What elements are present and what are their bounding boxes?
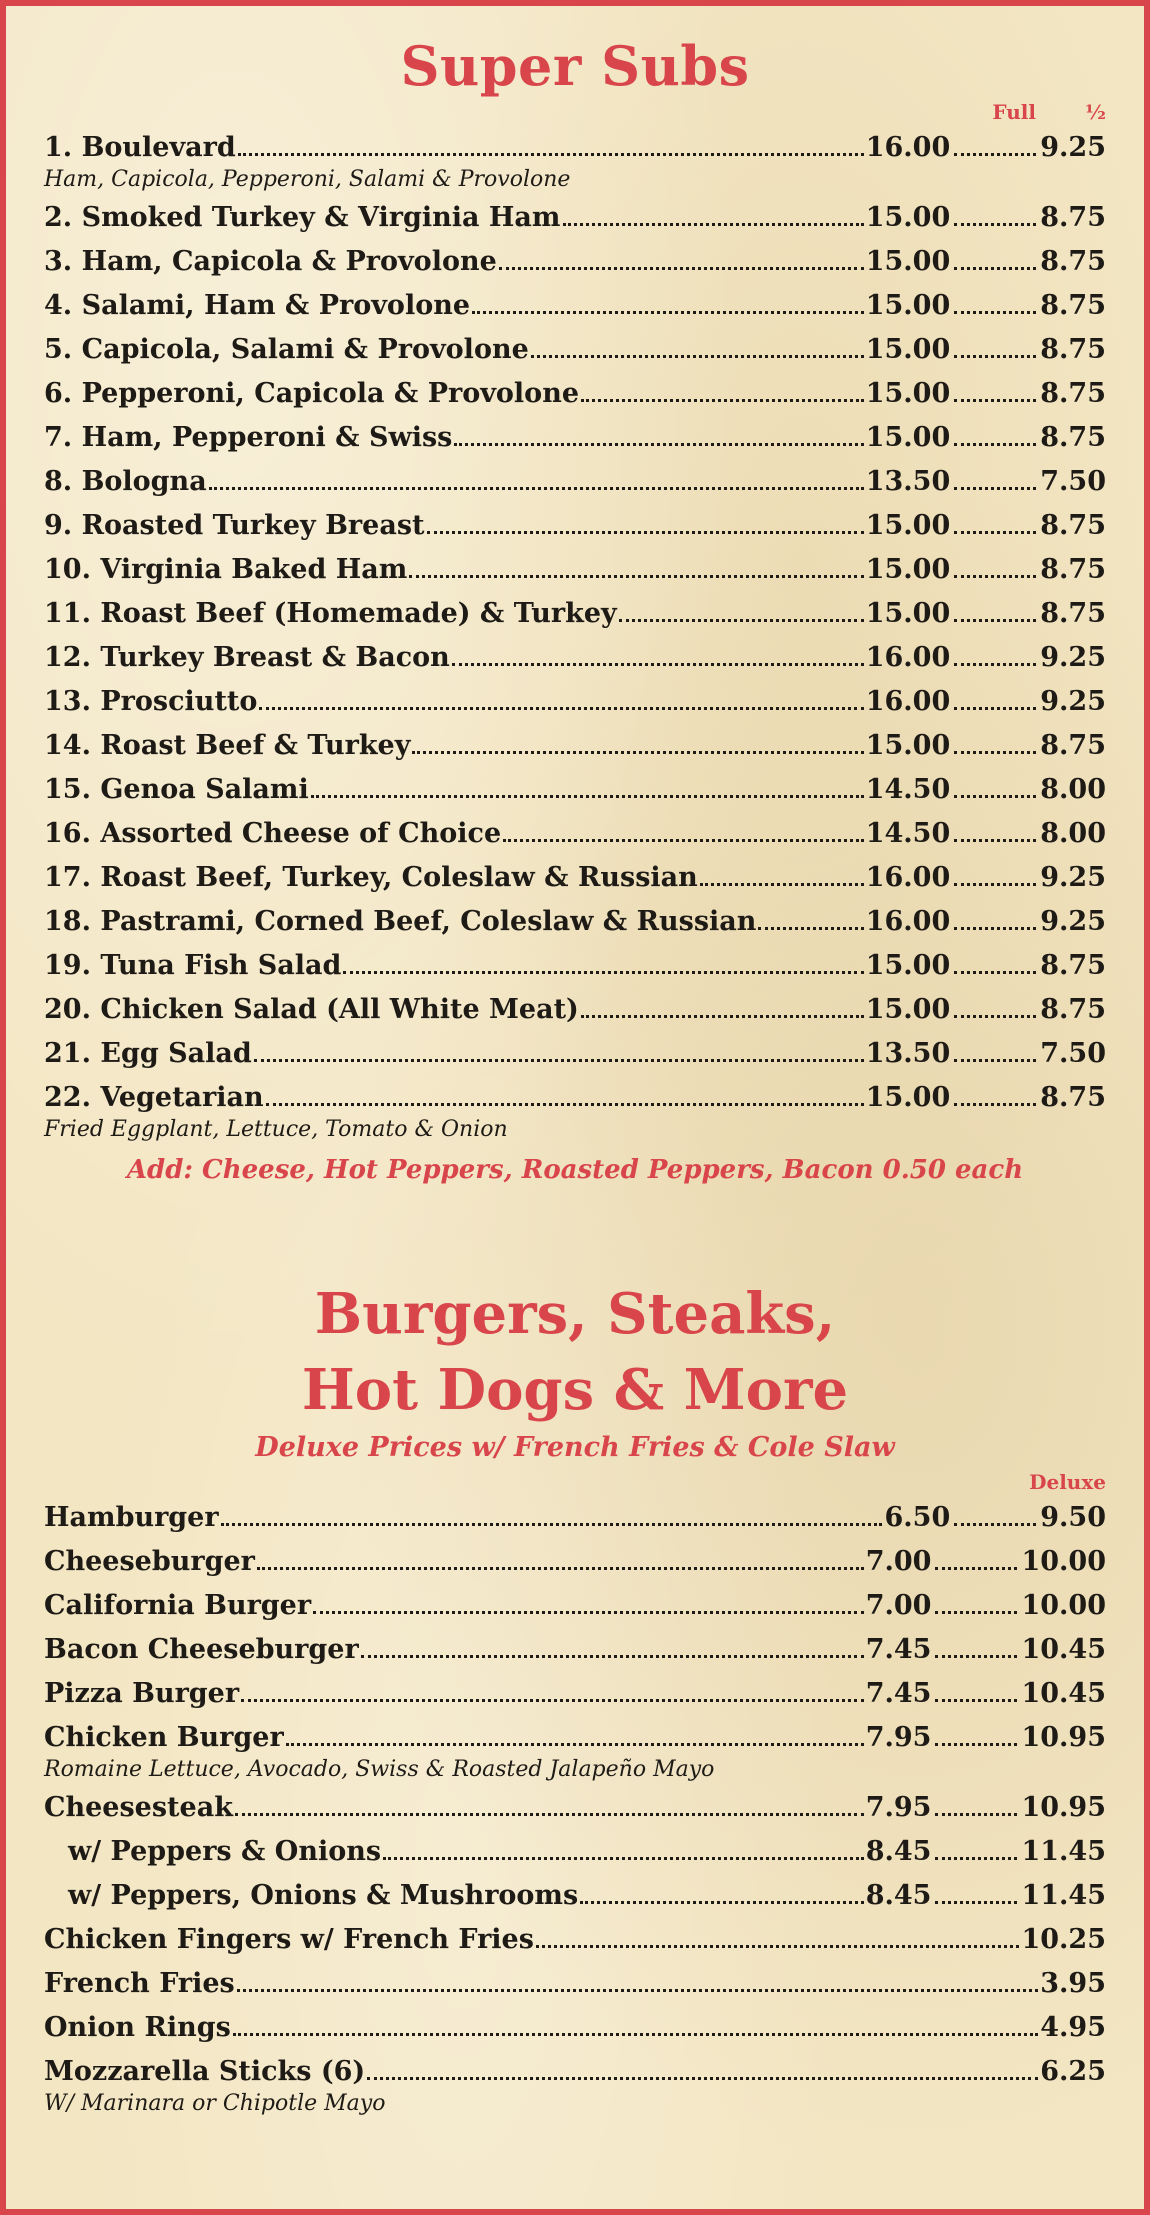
menu-item-row — [44, 680, 1106, 724]
dot-leader — [954, 839, 1036, 842]
subs-column-headers — [44, 98, 1106, 126]
dot-leader — [209, 487, 864, 490]
price-deluxe: 10.25 — [1021, 1924, 1106, 1955]
item-name: Pizza Burger — [44, 1678, 240, 1709]
menu-item-row — [44, 636, 1106, 680]
price-full: 15.00 — [865, 246, 951, 277]
dot-leader — [935, 1743, 1017, 1746]
price-full: 14.50 — [865, 818, 951, 849]
dot-leader — [954, 153, 1036, 156]
item-name: 6. Pepperoni, Capicola & Provolone — [44, 378, 580, 409]
col-half-header: ½ — [1085, 100, 1106, 124]
burgers-list — [44, 1496, 1106, 2120]
dot-leader — [311, 795, 864, 798]
dot-leader — [954, 795, 1036, 798]
menu-item-row — [44, 1962, 1106, 2006]
dot-leader — [581, 399, 864, 402]
item-name: w/ Peppers & Onions — [68, 1836, 382, 1867]
subs-list — [44, 126, 1106, 1146]
price-regular: 7.00 — [865, 1590, 932, 1621]
item-name: 1. Boulevard — [44, 132, 236, 163]
dot-leader — [954, 971, 1036, 974]
menu-item-row — [44, 1874, 1106, 1918]
item-name: 5. Capicola, Salami & Provolone — [44, 334, 529, 365]
price-full: 16.00 — [865, 862, 951, 893]
item-name: w/ Peppers, Onions & Mushrooms — [68, 1880, 579, 1911]
item-name: California Burger — [44, 1590, 312, 1621]
price-half: 8.75 — [1040, 290, 1106, 321]
price-half: 8.75 — [1040, 994, 1106, 1025]
menu-item-row — [44, 1628, 1106, 1672]
menu-item-row — [44, 988, 1106, 1032]
item-description: W/ Marinara or Chipotle Mayo — [44, 2091, 386, 2116]
dot-leader — [954, 663, 1036, 666]
menu-item-row — [44, 768, 1106, 812]
item-name: 21. Egg Salad — [44, 1038, 252, 1069]
menu-item-row — [44, 284, 1106, 328]
price-deluxe: 6.25 — [1040, 2056, 1106, 2087]
price-deluxe: 10.45 — [1021, 1678, 1106, 1709]
dot-leader — [427, 531, 864, 534]
dot-leader — [954, 883, 1036, 886]
item-name: French Fries — [44, 1968, 235, 1999]
item-name: 15. Genoa Salami — [44, 774, 309, 805]
price-full: 15.00 — [865, 202, 951, 233]
price-deluxe: 10.00 — [1021, 1546, 1106, 1577]
price-half: 8.75 — [1040, 202, 1106, 233]
burgers-title-line1: Burgers, Steaks, — [314, 1281, 836, 1347]
price-half: 9.25 — [1040, 906, 1106, 937]
price-regular: 7.95 — [865, 1792, 932, 1823]
price-full: 15.00 — [865, 554, 951, 585]
menu-item-row — [44, 1786, 1106, 1830]
price-half: 9.25 — [1040, 642, 1106, 673]
dot-leader — [619, 619, 864, 622]
dot-leader — [935, 1857, 1017, 1860]
subs-title: Super Subs — [400, 34, 750, 98]
dot-leader — [954, 1059, 1036, 1062]
dot-leader — [954, 927, 1036, 930]
menu-item-row — [44, 812, 1106, 856]
burgers-subtitle: Deluxe Prices w/ French Fries & Cole Slaw — [255, 1432, 895, 1463]
menu-item-row — [44, 1830, 1106, 1874]
dot-leader — [954, 487, 1036, 490]
menu-item-row — [44, 1032, 1106, 1076]
price-deluxe: 10.95 — [1021, 1792, 1106, 1823]
menu-item-row — [44, 1496, 1106, 1540]
dot-leader — [383, 1857, 864, 1860]
dot-leader — [361, 1655, 864, 1658]
price-half: 8.00 — [1040, 774, 1106, 805]
dot-leader — [954, 751, 1036, 754]
price-deluxe: 11.45 — [1021, 1880, 1106, 1911]
dot-leader — [472, 311, 864, 314]
dot-leader — [954, 575, 1036, 578]
item-description: Fried Eggplant, Lettuce, Tomato & Onion — [44, 1117, 508, 1142]
menu-item-row — [44, 372, 1106, 416]
price-half: 7.50 — [1040, 1038, 1106, 1069]
price-regular: 7.45 — [865, 1634, 932, 1665]
dot-leader — [499, 267, 864, 270]
price-full: 16.00 — [865, 642, 951, 673]
item-description: Ham, Capicola, Pepperoni, Salami & Provolone — [44, 167, 571, 192]
item-name: Cheesesteak — [44, 1792, 233, 1823]
price-full: 15.00 — [865, 378, 951, 409]
menu-item-row — [44, 724, 1106, 768]
price-full: 15.00 — [865, 598, 951, 629]
item-name: 22. Vegetarian — [44, 1082, 264, 1113]
price-regular: 7.45 — [865, 1678, 932, 1709]
price-full: 16.00 — [865, 132, 951, 163]
dot-leader — [954, 619, 1036, 622]
menu-item-row — [44, 856, 1106, 900]
menu-item-row — [44, 460, 1106, 504]
item-description: Romaine Lettuce, Avocado, Swiss & Roasted Jalapeño Mayo — [44, 1757, 715, 1782]
item-name: Bacon Cheeseburger — [44, 1634, 359, 1665]
dot-leader — [367, 2077, 1038, 2080]
dot-leader — [954, 1015, 1036, 1018]
subs-addon-note: Add: Cheese, Hot Peppers, Roasted Peppers, Bacon 0.50 each — [126, 1155, 1024, 1185]
price-regular: 8.45 — [865, 1836, 932, 1867]
menu-item-row — [44, 328, 1106, 372]
price-half: 9.25 — [1040, 132, 1106, 163]
dot-leader — [954, 399, 1036, 402]
dot-leader — [935, 1655, 1017, 1658]
item-name: 4. Salami, Ham & Provolone — [44, 290, 471, 321]
col-full-header: Full — [992, 100, 1036, 124]
item-name: 19. Tuna Fish Salad — [44, 950, 342, 981]
price-half: 8.75 — [1040, 554, 1106, 585]
price-full: 13.50 — [865, 1038, 951, 1069]
price-full: 13.50 — [865, 466, 951, 497]
item-name: Onion Rings — [44, 2012, 231, 2043]
price-deluxe: 10.00 — [1021, 1590, 1106, 1621]
price-half: 8.75 — [1040, 1082, 1106, 1113]
dot-leader — [531, 355, 864, 358]
menu-item-row — [44, 900, 1106, 944]
dot-leader — [563, 223, 864, 226]
menu-item-row — [44, 1584, 1106, 1628]
dot-leader — [935, 1699, 1017, 1702]
item-name: 18. Pastrami, Corned Beef, Coleslaw & Russian — [44, 906, 757, 937]
dot-leader — [935, 1901, 1017, 1904]
price-half: 8.00 — [1040, 818, 1106, 849]
menu-item-row — [44, 1540, 1106, 1584]
menu-item-row — [44, 240, 1106, 284]
item-name: Chicken Fingers w/ French Fries — [44, 1924, 534, 1955]
menu-item-row — [44, 548, 1106, 592]
burgers-title-line2: Hot Dogs & More — [301, 1357, 849, 1423]
price-deluxe: 10.45 — [1021, 1634, 1106, 1665]
item-name: 11. Roast Beef (Homemade) & Turkey — [44, 598, 617, 629]
menu-item-row — [44, 944, 1106, 988]
item-name: 2. Smoked Turkey & Virginia Ham — [44, 202, 561, 233]
dot-leader — [580, 1901, 863, 1904]
dot-leader — [935, 1611, 1017, 1614]
price-half: 8.75 — [1040, 950, 1106, 981]
price-deluxe: 11.45 — [1021, 1836, 1106, 1867]
price-full: 15.00 — [865, 994, 951, 1025]
dot-leader — [954, 223, 1036, 226]
price-half: 8.75 — [1040, 730, 1106, 761]
dot-leader — [954, 311, 1036, 314]
price-full: 14.50 — [865, 774, 951, 805]
item-name: 14. Roast Beef & Turkey — [44, 730, 411, 761]
dot-leader — [954, 531, 1036, 534]
item-name: 10. Virginia Baked Ham — [44, 554, 408, 585]
dot-leader — [259, 707, 863, 710]
dot-leader — [313, 1611, 864, 1614]
price-half: 8.75 — [1040, 378, 1106, 409]
dot-leader — [954, 707, 1036, 710]
price-full: 15.00 — [865, 730, 951, 761]
dot-leader — [758, 927, 863, 930]
price-regular: 7.95 — [865, 1722, 932, 1753]
price-full: 15.00 — [865, 1082, 951, 1113]
price-full: 15.00 — [865, 290, 951, 321]
dot-leader — [286, 1743, 864, 1746]
price-full: 15.00 — [865, 422, 951, 453]
price-deluxe: 10.95 — [1021, 1722, 1106, 1753]
price-deluxe: 9.50 — [1040, 1502, 1106, 1533]
price-half: 9.25 — [1040, 686, 1106, 717]
dot-leader — [581, 1015, 864, 1018]
dot-leader — [221, 1523, 883, 1526]
dot-leader — [241, 1699, 864, 1702]
price-full: 15.00 — [865, 950, 951, 981]
price-regular: 7.00 — [865, 1546, 932, 1577]
dot-leader — [503, 839, 864, 842]
dot-leader — [954, 355, 1036, 358]
dot-leader — [700, 883, 864, 886]
dot-leader — [954, 1523, 1036, 1526]
price-half: 8.75 — [1040, 334, 1106, 365]
dot-leader — [935, 1567, 1017, 1570]
dot-leader — [343, 971, 863, 974]
dot-leader — [452, 663, 864, 666]
dot-leader — [233, 2033, 1038, 2036]
price-half: 8.75 — [1040, 246, 1106, 277]
menu-item-row — [44, 1918, 1106, 1962]
item-name: 13. Prosciutto — [44, 686, 258, 717]
menu-item-row — [44, 416, 1106, 460]
dot-leader — [935, 1813, 1017, 1816]
burgers-column-headers — [44, 1468, 1106, 1496]
price-half: 9.25 — [1040, 862, 1106, 893]
dot-leader — [954, 443, 1036, 446]
item-name: Hamburger — [44, 1502, 219, 1533]
col-deluxe-header: Deluxe — [1029, 1470, 1106, 1494]
dot-leader — [254, 1059, 864, 1062]
price-half: 8.75 — [1040, 422, 1106, 453]
item-name: 17. Roast Beef, Turkey, Coleslaw & Russian — [44, 862, 698, 893]
price-deluxe: 4.95 — [1040, 2012, 1106, 2043]
item-name: 16. Assorted Cheese of Choice — [44, 818, 502, 849]
menu-item-row — [44, 1672, 1106, 1716]
price-full: 16.00 — [865, 906, 951, 937]
menu-item-row — [44, 592, 1106, 636]
price-full: 16.00 — [865, 686, 951, 717]
dot-leader — [266, 1103, 864, 1106]
item-name: Chicken Burger — [44, 1722, 284, 1753]
price-full: 15.00 — [865, 334, 951, 365]
item-name: 12. Turkey Breast & Bacon — [44, 642, 450, 673]
item-name: Mozzarella Sticks (6) — [44, 2056, 366, 2087]
item-name: Cheeseburger — [44, 1546, 255, 1577]
price-deluxe: 3.95 — [1040, 1968, 1106, 1999]
price-regular: 8.45 — [865, 1880, 932, 1911]
dot-leader — [412, 751, 863, 754]
item-name: 3. Ham, Capicola & Provolone — [44, 246, 497, 277]
menu-item-row — [44, 196, 1106, 240]
price-regular: 6.50 — [884, 1502, 951, 1533]
price-half: 8.75 — [1040, 598, 1106, 629]
dot-leader — [954, 1103, 1036, 1106]
dot-leader — [257, 1567, 864, 1570]
item-name: 20. Chicken Salad (All White Meat) — [44, 994, 579, 1025]
dot-leader — [238, 153, 864, 156]
dot-leader — [237, 1989, 1038, 1992]
item-name: 7. Ham, Pepperoni & Swiss — [44, 422, 453, 453]
price-half: 7.50 — [1040, 466, 1106, 497]
price-half: 8.75 — [1040, 510, 1106, 541]
menu-item-row — [44, 2006, 1106, 2050]
menu-item-row — [44, 504, 1106, 548]
dot-leader — [536, 1945, 1020, 1948]
item-name: 8. Bologna — [44, 466, 207, 497]
price-full: 15.00 — [865, 510, 951, 541]
dot-leader — [235, 1813, 864, 1816]
dot-leader — [454, 443, 863, 446]
dot-leader — [954, 267, 1036, 270]
item-name: 9. Roasted Turkey Breast — [44, 510, 425, 541]
dot-leader — [409, 575, 863, 578]
